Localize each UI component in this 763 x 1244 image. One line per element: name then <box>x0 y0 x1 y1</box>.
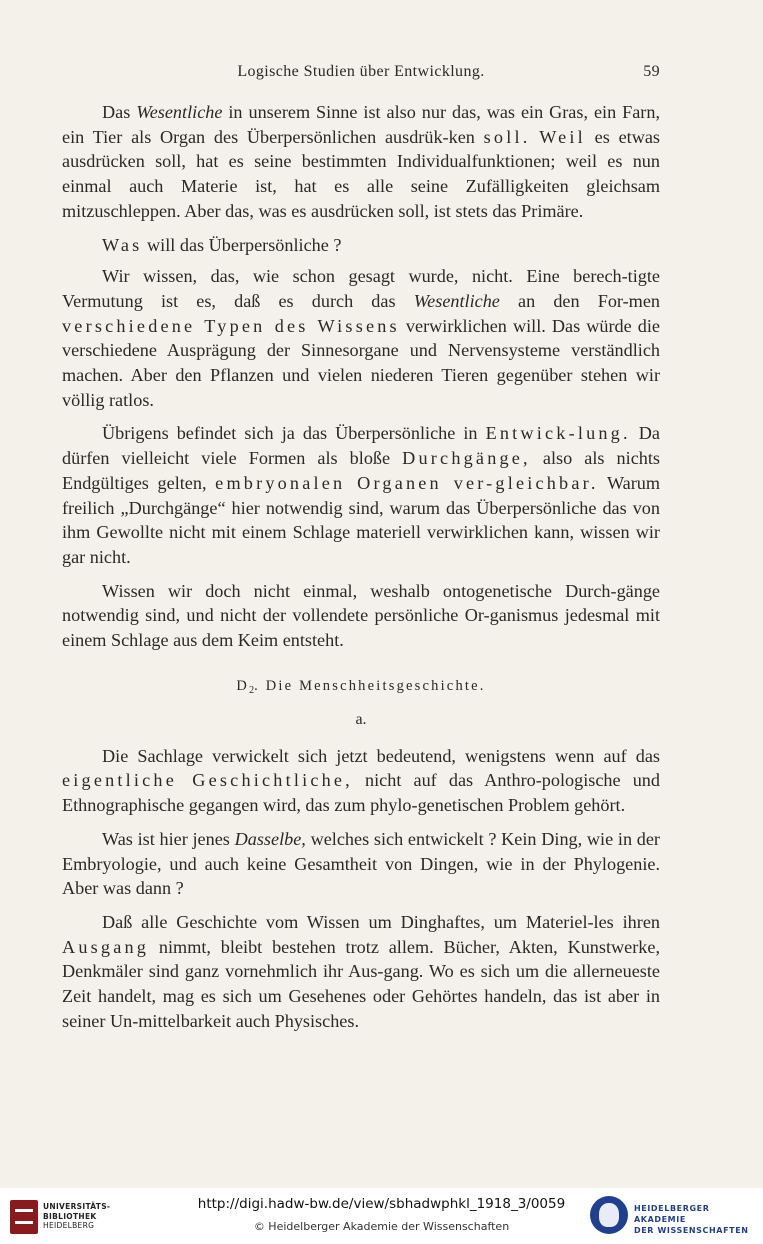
spaced-emphasis: Entwick-lung. <box>485 423 631 444</box>
paragraph <box>62 910 660 1034</box>
permalink-url[interactable]: http://digi.hadw-bw.de/view/sbhadwphkl_1918_3/0059 <box>197 1196 566 1212</box>
running-head <box>62 63 660 87</box>
text-run: Warum freilich „Durchgänge“ hier notwendig sind, warum das Überpersönliche das von ihm Gewollte nicht mit einem Schlage materiell verwirklichen kann, wissen wir gar nicht. <box>62 472 661 567</box>
paragraph <box>62 827 660 901</box>
university-library-logo[interactable] <box>10 1200 130 1234</box>
text-run: Wissen wir doch nicht einmal, weshalb ontogenetische Durch-gänge notwendig sind, und nicht der vollendete persönliche Or-ganismus jedesmal mit einem Schlage aus dem Keim entsteht. <box>62 580 660 651</box>
italic-term: Wesentliche <box>413 290 500 311</box>
text-run: Übrigens befindet sich ja das Überpersönliche in <box>102 423 486 444</box>
spaced-emphasis: embryonalen Organen ver-gleichbar. <box>215 472 599 493</box>
academy-name-line: HEIDELBERGER AKADEMIE <box>634 1204 710 1224</box>
text-run: es etwas ausdrücken soll, hat es seine bestimmten Individualfunktionen; weil es nun einmal auch Materie ist, hat es alle seine Zufälligkeiten gleichsam mitzuschleppen. Aber das, was es ausdrücken soll, ist stets das Primäre. <box>62 126 661 221</box>
spaced-emphasis: Durchgänge, <box>402 448 531 469</box>
text-run: Die Sachlage verwickelt sich jetzt bedeutend, wenigstens wenn auf das <box>102 745 660 766</box>
section-letter: D <box>236 677 250 694</box>
text-run: in unserem Sinne ist also nur das, was ein Gras, ein Farn, ein Tier als Organ des Überpersönlichen ausdrük-ken <box>62 102 660 147</box>
text-run: welches sich entwickelt ? Kein Ding, wie in der Embryologie, und auch keine Gesamtheit von Dingen, wie in der Phylogenie. Aber was dann ? <box>62 828 660 899</box>
text-run: Wir wissen, das, wie schon gesagt wurde, nicht. Eine berech-tigte Vermutung ist es, daß es durch das <box>62 266 660 311</box>
text-run: nimmt, bleibt bestehen trotz allem. Bücher, Akten, Kunstwerke, Denkmäler sind ganz vornehmlich ihr Aus-gang. Wo es sich um die allerneueste Zeit handelt, mag es sich um Gesehenes oder Gehörtes handeln, das ist aber in seiner Un-mittelbarkeit auch Physisches. <box>62 936 660 1031</box>
library-emblem-icon <box>10 1200 38 1234</box>
paragraph <box>62 100 660 224</box>
text-run: will das Überpersönliche ? <box>142 234 342 255</box>
page-body <box>62 100 660 1043</box>
academy-logo[interactable] <box>590 1196 758 1236</box>
copyright-notice: © Heidelberger Akademie der Wissenschaften <box>253 1220 510 1233</box>
section-heading <box>62 675 660 702</box>
paragraph <box>62 579 660 653</box>
running-title: Logische Studien über Entwicklung. <box>237 63 485 80</box>
text-run: Da dürfen vielleicht viele Formen als bloße <box>62 423 660 469</box>
spaced-emphasis: eigentliche Geschichtliche, <box>62 770 353 791</box>
library-name-line: BIBLIOTHEK <box>43 1211 97 1221</box>
text-run: Was ist hier jenes <box>102 828 235 849</box>
paragraph <box>62 264 660 412</box>
paragraph <box>62 233 660 258</box>
academy-seal-icon <box>590 1196 628 1234</box>
text-run: nicht auf das Anthro-pologische und Ethnographische gegangen wird, das zum phylo-genetischen Problem gehört. <box>62 770 660 816</box>
section-title: . Die Menschheitsgeschichte. <box>254 677 486 694</box>
text-run: Das <box>102 102 137 122</box>
academy-name-line: DER WISSENSCHAFTEN <box>634 1226 749 1235</box>
spaced-emphasis: Was <box>102 234 143 255</box>
section-subscript: 2 <box>249 684 255 696</box>
text-run: also als nichts Endgültiges gelten, <box>62 448 660 493</box>
paragraph <box>62 744 660 818</box>
page-number: 59 <box>643 63 660 80</box>
text-run: verwirklichen will. Das würde die verschiedene Ausprägung der Sinnesorgane und Nervensysteme verständlich machen. Aber den Pflanzen und vielen niederen Tieren gegenüber stehen wir völlig ratlos. <box>62 315 660 410</box>
spaced-emphasis: Ausgang <box>62 936 150 957</box>
viewer-footer <box>0 1188 763 1244</box>
library-name-line: HEIDELBERG <box>43 1221 95 1230</box>
spaced-emphasis: Weil <box>539 126 586 147</box>
text-run: an den For-men <box>499 290 660 311</box>
subsection-label: a. <box>355 710 367 728</box>
library-name-line: UNIVERSITÄTS- <box>43 1202 111 1211</box>
italic-term: Wesentliche <box>136 102 223 122</box>
spaced-emphasis: soll. <box>483 126 531 147</box>
spaced-emphasis: verschiedene Typen des Wissens <box>62 315 400 336</box>
text-run: Daß alle Geschichte vom Wissen um Dinghaftes, um Materiel-les ihren <box>102 911 660 932</box>
text-run <box>530 127 539 147</box>
italic-term: Dasselbe, <box>234 828 306 849</box>
paragraph <box>62 421 660 569</box>
